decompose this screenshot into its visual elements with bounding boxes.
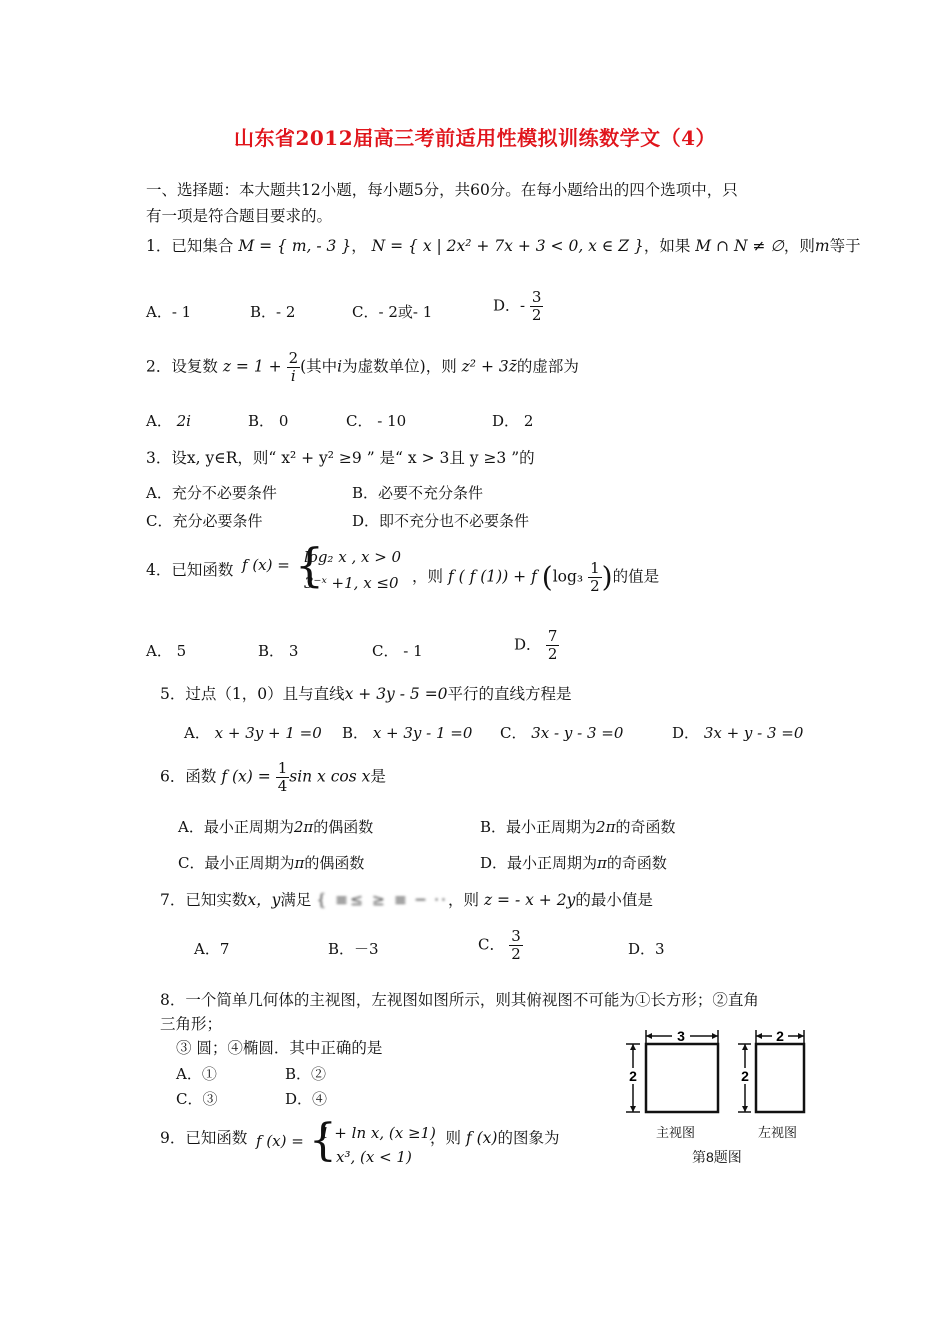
fraction-denominator: i: [290, 367, 296, 385]
q9-tail: [430, 1128, 559, 1148]
question-number: 9．: [160, 1129, 186, 1147]
q5-text-b: 平行的直线方程是: [447, 685, 572, 703]
fraction-numerator: 7: [547, 627, 558, 645]
question-8-line2: 三角形；: [160, 1015, 223, 1033]
q9-text-b: ，则: [430, 1129, 462, 1147]
q7-constraint-image: { ≡≤ ≥ ≡ ─ ··: [316, 891, 448, 909]
q7-option-b[interactable]: B．－3: [328, 940, 379, 958]
option-label: C．: [372, 642, 399, 660]
q4-piece-1: log₂ x , x > 0: [304, 548, 402, 566]
q2-z-expr: z = 1 +: [222, 357, 282, 376]
q8-option-a[interactable]: A．①: [176, 1065, 217, 1083]
q7-option-c[interactable]: [478, 928, 523, 963]
q9-piece-2: x³, (x < 1): [336, 1148, 412, 1166]
question-2-stem: [146, 350, 579, 385]
q7-vars: x，y: [247, 891, 281, 909]
question-number: 5．: [160, 685, 186, 703]
q9-text-a: 已知函数: [185, 1129, 248, 1147]
q8-option-d[interactable]: D．④: [285, 1090, 328, 1108]
section-header-line1: 一、选择题：本大题共12小题，每小题5分，共60分。在每小题给出的四个选项中，只: [146, 181, 738, 199]
q4-text-a: 已知函数: [171, 561, 234, 579]
left-brace: {: [294, 538, 325, 592]
q4-piece-2: 3⁻ˣ +1, x ≤0: [304, 574, 399, 592]
q6-option-d[interactable]: [480, 852, 667, 873]
q1-option-d-fraction: [530, 289, 544, 324]
q1-option-d-label: D．-: [493, 296, 526, 315]
q1-text-b: ，如果: [643, 237, 691, 255]
fraction-denominator: 4: [277, 777, 288, 795]
fraction-numerator: 1: [277, 759, 288, 777]
q2-option-c[interactable]: [346, 410, 406, 431]
option-label: B．: [258, 642, 285, 660]
question-number: 7．: [160, 891, 186, 909]
option-value: - 10: [377, 412, 407, 430]
q4-option-b[interactable]: [258, 640, 298, 661]
question-7-stem: [160, 890, 653, 910]
q9-fx: f (x) =: [256, 1132, 304, 1150]
q7-text-a: 已知实数: [185, 891, 248, 909]
q8-option-b[interactable]: B．②: [285, 1065, 327, 1083]
option-label: A．: [146, 412, 172, 430]
option-value: 3: [288, 642, 299, 660]
fraction-denominator: 2: [590, 577, 600, 595]
q2-fraction: [287, 350, 301, 385]
q2-text-b: (其中: [300, 357, 338, 376]
q8-option-c[interactable]: C．③: [176, 1090, 218, 1108]
q1-option-c[interactable]: C．- 2或- 1: [352, 303, 433, 321]
q9-fx2: f (x): [465, 1129, 498, 1147]
q6-option-a[interactable]: [178, 816, 373, 837]
q7-text-d: 的最小值是: [575, 891, 653, 909]
option-label: A．: [146, 642, 172, 660]
left-brace: {: [308, 1115, 337, 1166]
option-label: B．最小正周期为: [480, 818, 597, 836]
option-tail: 的偶函数: [313, 818, 374, 836]
question-number: 3．: [146, 449, 172, 467]
q7-option-a[interactable]: A．7: [194, 940, 230, 958]
q4-option-d[interactable]: [514, 628, 559, 663]
option-label: B．: [342, 724, 369, 742]
q5-option-b[interactable]: [342, 722, 472, 743]
right-paren: ): [601, 560, 613, 594]
q3-option-c[interactable]: C．充分必要条件: [146, 512, 263, 530]
option-period: 2π: [596, 818, 616, 836]
q7-text-c: ，则: [447, 891, 479, 909]
q7-option-c-fraction: [509, 928, 523, 963]
q3-option-a[interactable]: A．充分不必要条件: [146, 484, 277, 502]
option-label: D．: [672, 724, 700, 742]
q8-text-1: 一个简单几何体的主视图，左视图如图所示，则其俯视图不可能为①长方形；②直角: [185, 991, 759, 1009]
q7-option-d[interactable]: D．3: [628, 940, 665, 958]
q1-text-c: ，则: [783, 237, 815, 255]
option-tail: 的奇函数: [615, 818, 676, 836]
question-number: 1．: [146, 237, 172, 255]
fraction-denominator: 2: [531, 306, 542, 324]
option-tail: 的偶函数: [304, 854, 365, 872]
q3-option-b[interactable]: B．必要不充分条件: [352, 484, 484, 502]
front-height-label: 2: [629, 1068, 637, 1084]
option-label: A．: [184, 724, 210, 742]
q1-option-a[interactable]: A．- 1: [146, 303, 192, 321]
question-number: 8．: [160, 991, 186, 1009]
q2-text-c: 为虚数单位)，则: [342, 357, 457, 376]
q5-option-a[interactable]: [184, 722, 322, 743]
q1-set-n: N = { x | 2x² + 7x + 3 < 0, x ∈ Z }: [371, 237, 644, 255]
option-tail: 的奇函数: [606, 854, 667, 872]
q1-set-m: M = { m, - 3 }: [238, 237, 352, 255]
option-label: C．: [500, 724, 527, 742]
option-label: B．: [248, 412, 275, 430]
question-4-stem: [146, 560, 233, 580]
q1-option-d[interactable]: [493, 289, 543, 324]
question-6-stem: [160, 760, 386, 795]
q9-piece-1: 1 + ln x, (x ≥1): [320, 1124, 436, 1142]
question-number: 2．: [146, 357, 172, 376]
front-view: [626, 1028, 718, 1112]
option-label: A．最小正周期为: [178, 818, 294, 836]
q2-i-var: i: [337, 357, 343, 376]
figure-caption: 第8题图: [692, 1149, 742, 1165]
q1-text-a: 已知集合: [171, 237, 234, 255]
option-value: x + 3y - 1 =0: [372, 724, 473, 742]
q4-option-d-fraction: [546, 628, 560, 663]
question-8-line3: ③ 圆；④椭圆．其中正确的是: [176, 1039, 383, 1057]
fraction-numerator: 3: [511, 927, 521, 945]
q9-pieces: [320, 1122, 436, 1168]
q6-option-b[interactable]: [480, 816, 675, 837]
question-number: 6．: [160, 767, 186, 786]
option-value: 5: [176, 642, 187, 660]
q5-line: x + 3y - 5 =0: [344, 685, 448, 703]
question-9-stem: [160, 1128, 247, 1148]
option-period: 2π: [293, 818, 314, 836]
option-label: C．最小正周期为: [178, 854, 295, 872]
fraction-denominator: 2: [547, 645, 558, 663]
option-label: D．: [492, 412, 520, 430]
option-label: D．: [514, 635, 542, 654]
option-value: 3x - y - 3 =0: [531, 724, 624, 742]
fraction-numerator: 3: [531, 288, 542, 306]
question-5-stem: [160, 684, 572, 704]
q5-text-a: 过点（1，0）且与直线: [185, 685, 345, 703]
q6-text-a: 函数: [185, 767, 217, 786]
q4-half: [588, 560, 602, 595]
q4-tail: [412, 560, 659, 595]
q2-text-d: 的虚部为: [516, 357, 579, 376]
question-number: 4．: [146, 561, 172, 579]
side-width-label: 2: [776, 1028, 784, 1044]
q4-pieces: [304, 546, 401, 594]
section-header-line2: 有一项是符合题目要求的。: [146, 207, 333, 225]
front-view-caption: 主视图: [656, 1126, 696, 1141]
q1-option-b[interactable]: B．- 2: [250, 303, 296, 321]
front-width-label: 3: [677, 1028, 685, 1044]
side-view-caption: 左视图: [758, 1126, 798, 1141]
page-title: 山东省2012届高三考前适用性模拟训练数学文（4）: [233, 126, 717, 150]
q4-log: log₃: [552, 567, 584, 586]
question-8-line1: [160, 990, 759, 1010]
option-period: π: [597, 854, 607, 872]
q5-option-d[interactable]: [672, 722, 803, 743]
q4-fx: f (x) =: [242, 556, 290, 574]
fraction-denominator: 2: [511, 945, 521, 963]
q7-objective: z = - x + 2y: [483, 891, 576, 909]
question-1-stem: 1．已知集合 M = { m, - 3 }， N = { x | 2x² + 7x + 3 < 0, x ∈ Z }，如果 M ∩ N ≠ ∅，则m等于: [146, 237, 861, 255]
q4-text-c: 的值是: [612, 567, 660, 586]
side-view: [738, 1028, 804, 1112]
option-label: C．: [478, 935, 505, 954]
q4-text-b: ，则: [412, 567, 444, 586]
q4-expr: f ( f (1)) + f: [447, 567, 537, 586]
q4-option-c[interactable]: [372, 640, 423, 661]
q1-condition: M ∩ N ≠ ∅: [695, 237, 784, 255]
option-period: π: [294, 854, 305, 872]
q9-text-c: 的图象为: [497, 1129, 560, 1147]
q6-option-c[interactable]: [178, 852, 364, 873]
option-value: 2i: [176, 412, 191, 430]
fraction-numerator: 2: [288, 349, 299, 367]
q2-text-a: 设复数: [171, 357, 218, 376]
q2-option-d[interactable]: [492, 410, 533, 431]
option-value: 3x + y - 3 =0: [703, 724, 804, 742]
q6-expr: sin x cos x: [289, 767, 371, 786]
q6-fraction: [276, 760, 290, 795]
q6-text-b: 是: [370, 767, 386, 786]
q2-expr: z² + 3z̄: [461, 357, 517, 376]
q1-text-d: 等于: [829, 237, 861, 255]
q7-text-b: 满足: [280, 891, 312, 909]
q3-option-d[interactable]: D．即不充分也不必要条件: [352, 512, 530, 530]
q4-option-a[interactable]: [146, 640, 186, 661]
q2-option-a[interactable]: [146, 410, 191, 431]
option-label: D．最小正周期为: [480, 854, 598, 872]
question-3-stem: [146, 448, 535, 468]
q2-option-b[interactable]: [248, 410, 288, 431]
left-paren: (: [541, 560, 553, 594]
q1-var: m: [814, 237, 830, 255]
q5-option-c[interactable]: [500, 722, 623, 743]
option-value: x + 3y + 1 =0: [214, 724, 322, 742]
q3-text: 设x, y∈R，则“ x² + y² ≥9 ” 是“ x > 3且 y ≥3 ”的: [171, 449, 535, 467]
option-label: C．: [346, 412, 373, 430]
q6-fx: f (x) =: [221, 767, 271, 786]
side-height-label: 2: [741, 1068, 749, 1084]
fraction-numerator: 1: [590, 559, 600, 577]
option-value: 0: [278, 412, 289, 430]
option-value: 2: [523, 412, 534, 430]
option-value: - 1: [403, 642, 423, 660]
